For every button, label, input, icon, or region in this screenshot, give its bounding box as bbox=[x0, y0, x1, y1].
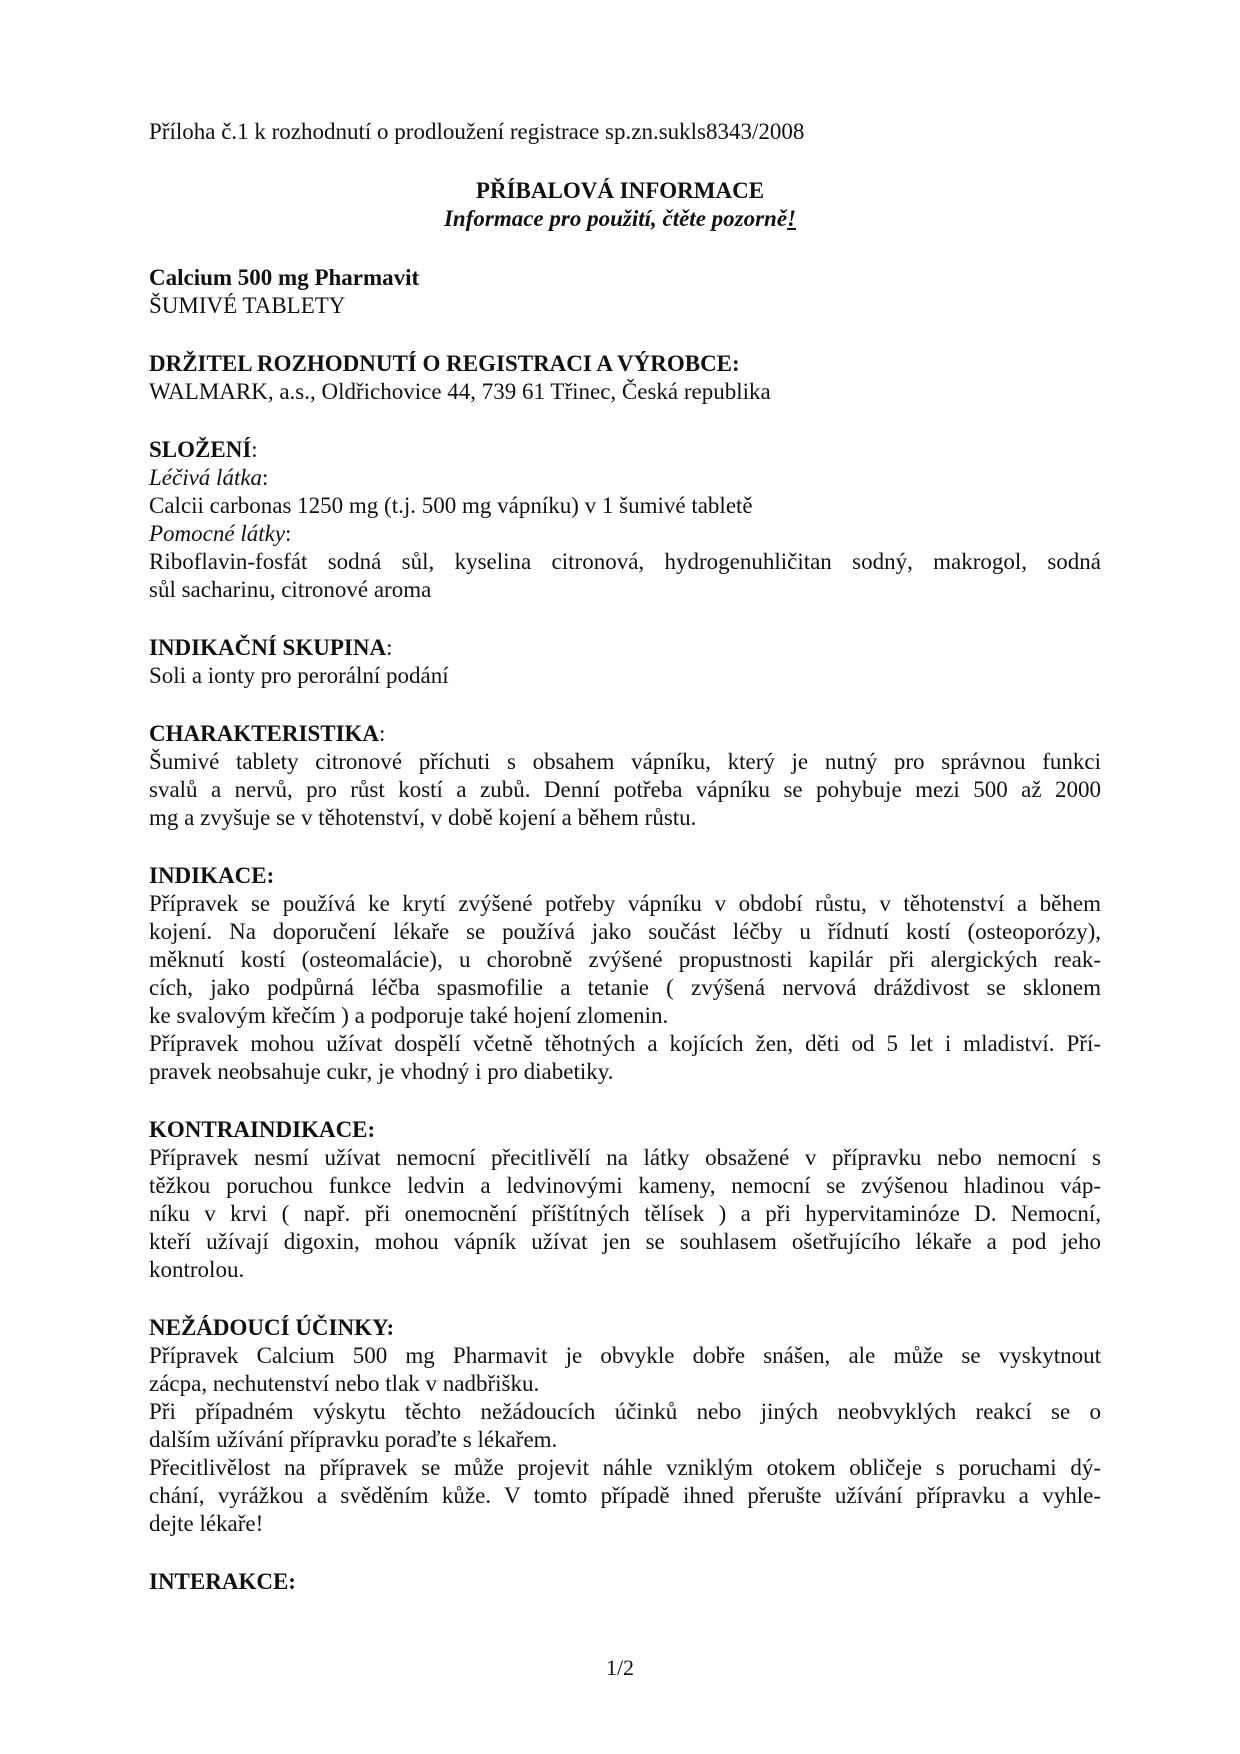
side-effects-line: Při případném výskytu těchto nežádoucích účinků nebo jiných neobvyklých reakcí se o bbox=[149, 1399, 1101, 1424]
product-name: Calcium 500 mg Pharmavit bbox=[149, 265, 420, 290]
holder-heading: DRŽITEL ROZHODNUTÍ O REGISTRACI A VÝROBCE: bbox=[149, 351, 740, 376]
composition-heading: SLOŽENÍ bbox=[149, 437, 252, 462]
active-label: Léčivá látka bbox=[149, 465, 263, 490]
subtitle-text: Informace pro použití, čtěte pozorně bbox=[443, 206, 788, 231]
side-effects-line: zácpa, nechutenství nebo tlak v nadbřišku. bbox=[149, 1371, 540, 1396]
contraindications-line: níku v krvi ( např. při onemocnění příštítných tělísek ) a při hypervitaminóze D. Nemocní, bbox=[149, 1201, 1101, 1226]
indication-group-heading: INDIKAČNÍ SKUPINA bbox=[149, 635, 387, 660]
document-title: PŘÍBALOVÁ INFORMACE bbox=[475, 178, 765, 203]
holder-text: WALMARK, a.s., Oldřichovice 44, 739 61 Třinec, Česká republika bbox=[149, 379, 771, 404]
indications-line: Přípravek se používá ke krytí zvýšené potřeby vápníku v období růstu, v těhotenství a během bbox=[149, 891, 1101, 916]
side-effects-line: chání, vyrážkou a svěděním kůže. V tomto případě ihned přerušte užívání přípravku a vyhle- bbox=[149, 1483, 1101, 1508]
indications-line: ke svalovým křečím ) a podporuje také hojení zlomenin. bbox=[149, 1003, 669, 1028]
side-effects-line: dalším užívání přípravku poraďte s lékařem. bbox=[149, 1427, 558, 1452]
side-effects-line: dejte lékaře! bbox=[149, 1511, 264, 1536]
indications-line: pravek neobsahuje cukr, je vhodný i pro diabetiky. bbox=[149, 1059, 614, 1084]
indications-line: cích, jako podpůrná léčba spasmofilie a tetanie ( zvýšená nervová dráždivost se sklonem bbox=[149, 975, 1101, 1000]
excipients-line: sůl sacharinu, citronové aroma bbox=[149, 577, 432, 602]
excipients-line: Riboflavin-fosfát sodná sůl, kyselina citronová, hydrogenuhličitan sodný, makrogol, sodná bbox=[149, 549, 1101, 574]
side-effects-heading: NEŽÁDOUCÍ ÚČINKY: bbox=[149, 1315, 395, 1340]
characteristics-heading: CHARAKTERISTIKA bbox=[149, 721, 380, 746]
active-colon: : bbox=[262, 465, 269, 490]
characteristics-line: svalů a nervů, pro růst kostí a zubů. Denní potřeba vápníku se pohybuje mezi 500 až 2000 bbox=[149, 777, 1101, 802]
indications-line: měknutí kostí (osteomalácie), u chorobně zvýšené propustnosti kapilár při alergických reak- bbox=[149, 947, 1101, 972]
page-number: 1/2 bbox=[605, 1655, 635, 1680]
contraindications-heading: KONTRAINDIKACE: bbox=[149, 1117, 376, 1142]
indication-group-text: Soli a ionty pro perorální podání bbox=[149, 663, 449, 688]
excipients-label-line bbox=[149, 520, 291, 548]
contraindications-line: těžkou poruchou funkce ledvin a ledvinovými kameny, nemocní se zvýšenou hladinou váp- bbox=[149, 1173, 1101, 1198]
contraindications-line: kteří užívají digoxin, mohou vápník užívat jen se souhlasem ošetřujícího lékaře a pod jeho bbox=[149, 1229, 1101, 1254]
indications-heading: INDIKACE: bbox=[149, 863, 275, 888]
characteristics-line: mg a zvyšuje se v těhotenství, v době kojení a během růstu. bbox=[149, 805, 697, 830]
indication-group-heading-line bbox=[149, 634, 392, 662]
document-subtitle bbox=[0, 205, 1240, 233]
excipients-label: Pomocné látky bbox=[149, 521, 286, 546]
excipients-colon: : bbox=[285, 521, 292, 546]
active-label-line bbox=[149, 464, 268, 492]
contraindications-line: kontrolou. bbox=[149, 1257, 245, 1282]
characteristics-line: Šumivé tablety citronové příchuti s obsahem vápníku, který je nutný pro správnou funkci bbox=[149, 749, 1101, 774]
composition-colon: : bbox=[251, 437, 258, 462]
side-effects-line: Přípravek Calcium 500 mg Pharmavit je obvykle dobře snášen, ale může se vyskytnout bbox=[149, 1343, 1101, 1368]
characteristics-colon: : bbox=[379, 721, 386, 746]
characteristics-heading-line bbox=[149, 720, 385, 748]
side-effects-line: Přecitlivělost na přípravek se může projevit náhle vzniklým otokem obličeje s poruchami dý- bbox=[149, 1455, 1101, 1480]
indications-line: kojení. Na doporučení lékaře se používá jako součást léčby u řídnutí kostí (osteoporózy), bbox=[149, 919, 1101, 944]
composition-heading-line bbox=[149, 436, 258, 464]
active-text: Calcii carbonas 1250 mg (t.j. 500 mg vápníku) v 1 šumivé tabletě bbox=[149, 493, 753, 518]
indications-line: Přípravek mohou užívat dospělí včetně těhotných a kojících žen, děti od 5 let i mladiství. Pří- bbox=[149, 1031, 1101, 1056]
product-form: ŠUMIVÉ TABLETY bbox=[149, 293, 346, 318]
indication-group-colon: : bbox=[386, 635, 393, 660]
contraindications-line: Přípravek nesmí užívat nemocní přecitlivělí na látky obsažené v přípravku nebo nemocní s bbox=[149, 1145, 1101, 1170]
subtitle-mark: ! bbox=[787, 206, 797, 231]
annex-header: Příloha č.1 k rozhodnutí o prodloužení registrace sp.zn.sukls8343/2008 bbox=[149, 119, 805, 144]
interactions-heading: INTERAKCE: bbox=[149, 1569, 296, 1594]
